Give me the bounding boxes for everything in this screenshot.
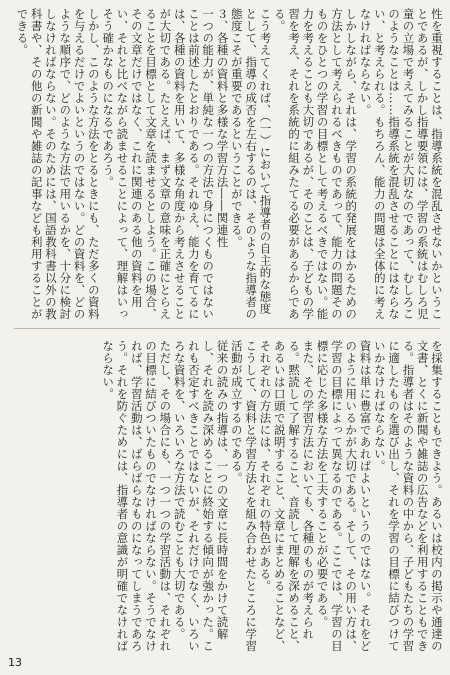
paragraph: を採集することもできよう。あるいは校内の掲示や通達の文書、とくに新聞や雑誌の広告などを利用することもできる。指導者はそのような資料の中から、子どもたちの学習に適したものを選び出し、それを学習の目標に結びつけていかなければならない。 — [372, 340, 444, 652]
section-divider — [14, 328, 440, 329]
paragraph: 性を重視することは、指導系統を混乱させないかということであるが、しかし指導要領には、学習の系統はむしろ児童の立場で考えてみることが大切なのであって、むしろこのようなことは……指導系統を混乱させることにはならない、と考えられる。もちろん、能力の問題は全体的に考えなければならない。 — [358, 8, 444, 320]
paragraph: 資料は単に豊富であればよいというのではない。それをどのように用いるかが大切である。そして、その用い方は、学習の目標によって異なるのである。ここでは、学習の目標に応じた多様な方法を工夫することが必要である。 — [315, 340, 373, 652]
paragraph: しかしながら、それは、学習の系統的発展をはかるための方法として考えられるべきものであって、能力の問題そのものをひとつの学習の目標として考えるべきではない。能力を考えることも大切であるが、そのことは、子どもの学習を考え、それを系統的に組みたてる必要があるからである。 — [272, 8, 359, 320]
paragraph: 一つの能力が、単純な一つの方法で身につくものではないことは前述したとおりである。それゆえ、能力を育てるには、各種の資料を用いて、多様な角度から考えさせることが大切である。たとえば、まず文章の意味を正確にとらえることを目標として文章を読ませるとしよう。この場合、その文章だけではなく、これに関連のある他の資料を用い、それと比べながら読ませることによって、理解はいっそう確かなものになるであろう。 — [101, 8, 216, 320]
paragraph: こう考えてくれば、（一）において指導者の自主的な態度として、指導の成否を左右するのは、そのような指導者の態度こそが重要であるということができる。 — [229, 8, 273, 320]
paragraph: ただし、その場合にも、一つ一つの学習活動は、それぞれの目標に結びついたものでなければならない。そうでなければ、学習活動は、ばらばらなものになってしまうであろう。それを防ぐためには、指導者の意識が明確でなければならない。 — [101, 340, 173, 652]
paragraph: こうして、資料と学習方法とを組み合わせたところに学習活動が成立するのである。 — [229, 340, 259, 652]
paragraph: しかし、このような方法をとるときにも、ただ多くの資料を与えるだけでよいというのではない。どの資料を、どのような順序で、どのような方法で用いるかを、十分に検討しなければならない。そのためには、国語教科書以外の教科書や、その他の新聞や雑誌の記事なども利用することができる。 — [15, 8, 101, 320]
top-text-section — [12, 8, 444, 320]
bottom-text-section — [12, 340, 444, 652]
paragraph: また、その学習方法においても、各種のものが考えられる。黙読して了解すること、音読して理解を深めること、あるいは口頭で説明すること、文章にまとめることなど、それぞれの方法には、それぞれの特色がある。 — [258, 340, 316, 652]
section-heading: ３、各種の資料と多様な学習方法――関連性 — [215, 8, 230, 248]
page-number: 13 — [8, 656, 22, 669]
paragraph: 従来の読みの指導は、一つの文章に長時間をかけて読解し、それを読み深めることに終始する傾向が強かった。これも否定すべきことではないが、それだけでなく、いろいろな資料を、いろいろな方法で読むことも大切である。 — [172, 340, 230, 652]
